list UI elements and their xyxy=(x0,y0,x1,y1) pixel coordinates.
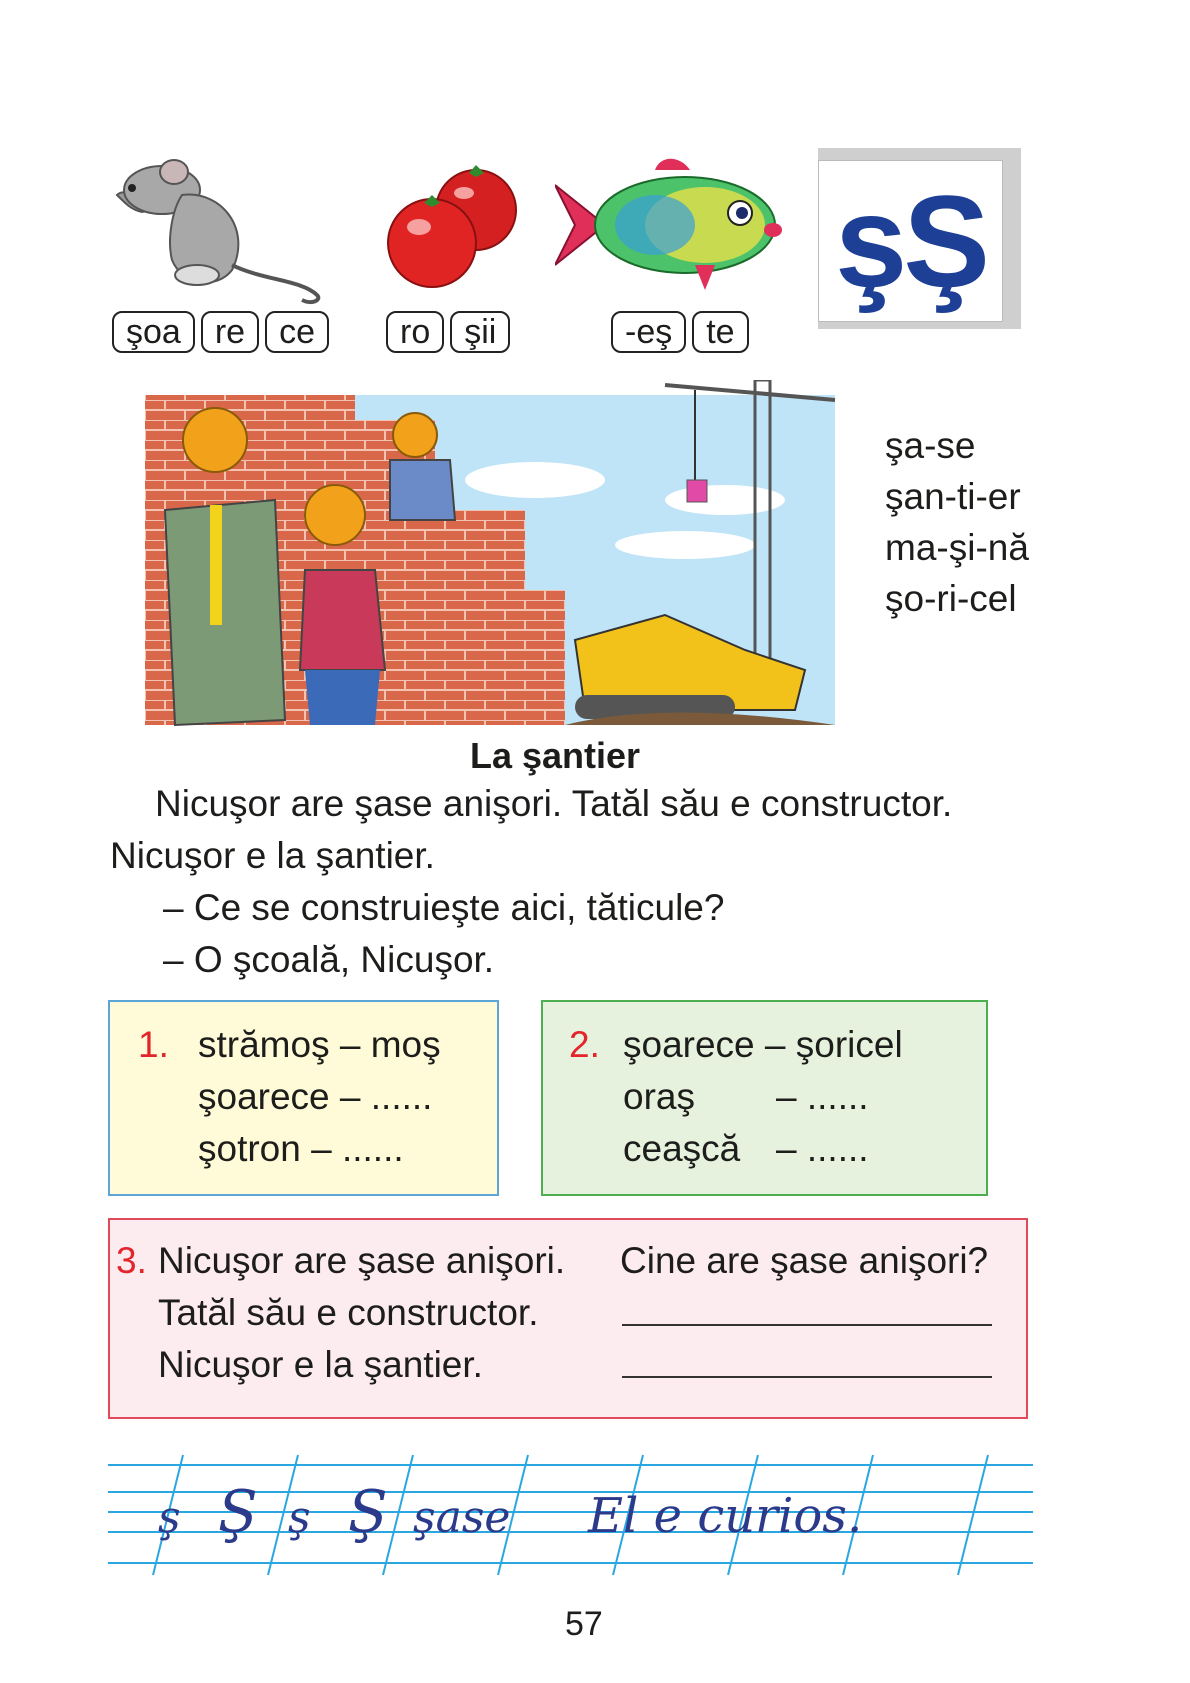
letter-glyph: şŞ xyxy=(834,168,986,314)
exercise-number: 1. xyxy=(138,1024,169,1065)
answer-line[interactable] xyxy=(622,1376,992,1378)
exercise-3-box xyxy=(108,1218,1028,1419)
exercise-sentence: Nicuşor e la şantier. xyxy=(158,1344,483,1385)
syllable-chip: ce xyxy=(265,311,329,353)
exercise-blank: – ...... xyxy=(776,1128,869,1169)
exercise-word: oraş xyxy=(623,1076,695,1117)
syllables-fish xyxy=(611,311,749,353)
exercise-line: şoarece – ...... xyxy=(198,1076,433,1117)
exercise-line: strămoş – moş xyxy=(198,1024,441,1065)
handwriting-letter: Ş xyxy=(218,1478,258,1546)
exercise-blank: – ...... xyxy=(776,1076,869,1117)
handwriting-letter: Ş xyxy=(348,1478,388,1546)
answer-line[interactable] xyxy=(622,1324,992,1326)
handwriting-practice xyxy=(108,1450,1033,1575)
handwriting-sentence: El e curios. xyxy=(588,1488,863,1544)
syllable-chip: re xyxy=(201,311,259,353)
handwriting-word: şase xyxy=(413,1492,511,1543)
reading-line: Nicuşor are şase anişori. Tatăl său e constructor. xyxy=(155,783,953,824)
exercise-line: şoarece – şoricel xyxy=(623,1024,903,1065)
mouse-illustration xyxy=(112,150,332,310)
reading-title: La şantier xyxy=(470,735,641,776)
exercise-sentence: Nicuşor are şase anişori. xyxy=(158,1240,566,1281)
syllable-list xyxy=(885,420,1029,624)
exercise-question: Cine are şase anişori? xyxy=(620,1240,989,1281)
syllable-word: şo-ri-cel xyxy=(885,578,1017,619)
exercise-2-box xyxy=(541,1000,988,1196)
syllable-word: şan-ti-er xyxy=(885,476,1021,517)
page-number: 57 xyxy=(565,1605,603,1643)
reading-line: Nicuşor e la şantier. xyxy=(110,835,435,876)
exercise-number: 2. xyxy=(569,1024,600,1065)
syllables-mouse xyxy=(112,311,329,353)
reading-line: – O şcoală, Nicuşor. xyxy=(163,939,495,980)
exercise-line: şotron – ...... xyxy=(198,1128,404,1169)
letter-card xyxy=(818,148,1021,329)
exercise-1-box xyxy=(108,1000,499,1196)
exercise-word: ceaşcă xyxy=(623,1128,741,1169)
syllable-word: şa-se xyxy=(885,425,976,466)
exercise-number: 3. xyxy=(116,1240,147,1281)
handwriting-letter: ş xyxy=(288,1492,311,1543)
exercise-sentence: Tatăl său e constructor. xyxy=(158,1292,539,1333)
tomatoes-illustration xyxy=(384,165,524,290)
syllable-chip: -eş xyxy=(611,311,686,353)
construction-site-illustration xyxy=(105,380,845,735)
syllables-tomatoes xyxy=(386,311,510,353)
syllable-chip: şii xyxy=(450,311,510,353)
syllable-chip: te xyxy=(692,311,748,353)
handwriting-letter: ş xyxy=(158,1492,181,1543)
syllable-chip: şoa xyxy=(112,311,195,353)
syllable-word: ma-şi-nă xyxy=(885,527,1029,568)
syllable-chip: ro xyxy=(386,311,444,353)
reading-line: – Ce se construieşte aici, tăticule? xyxy=(163,887,725,928)
fish-illustration xyxy=(555,155,785,295)
